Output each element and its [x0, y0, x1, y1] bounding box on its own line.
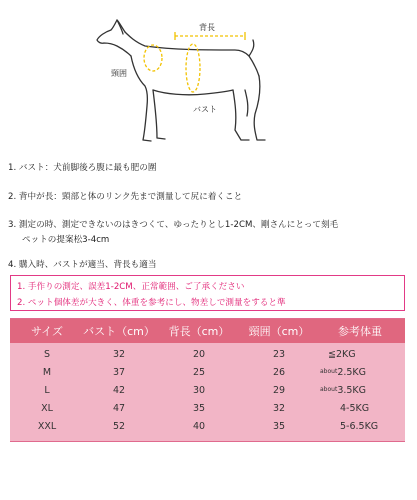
weight-value: ≦2KG [328, 349, 356, 360]
cell-size: XXL [37, 421, 57, 432]
instruction-2: 2. 背中が長：頸部と体のリンク先まで測量して尻に着くこと [8, 192, 243, 202]
table-header-row [10, 319, 405, 343]
cell-size: XL [41, 403, 53, 414]
cell-bust: 52 [112, 421, 126, 432]
header-bust: バスト（cm） [83, 325, 155, 338]
cell-back: 25 [192, 367, 206, 378]
instruction-3: 3. 測定の時、測定できないのはきつくて、ゆったりとし1-2CM、剛さんにとって刻毛 [8, 220, 339, 230]
cell-weight [340, 403, 369, 414]
cell-bust: 37 [112, 367, 126, 378]
cell-neck: 29 [272, 385, 286, 396]
cell-size: S [43, 349, 51, 360]
cell-bust: 32 [112, 349, 126, 360]
neck-label: 頸囲 [111, 69, 127, 78]
header-back: 背長（cm） [168, 325, 230, 338]
instruction-3-continued: ペットの提案松3-4cm [22, 235, 110, 245]
cell-weight [320, 367, 366, 378]
cell-bust: 47 [112, 403, 126, 414]
instruction-4: 4. 購入時、バストが適当、背長も適当 [8, 260, 157, 270]
cell-neck: 23 [272, 349, 286, 360]
size-table [10, 318, 405, 442]
cell-back: 35 [192, 403, 206, 414]
dog-silhouette [97, 20, 265, 141]
cell-weight [328, 349, 356, 360]
notice-line-1: 1. 手作りの測定、誤差1-2CM、正常範囲、ご了承ください [17, 282, 245, 292]
cell-neck: 26 [272, 367, 286, 378]
cell-weight [340, 421, 378, 432]
instruction-1: 1. バスト：犬前脚後ろ腹に最も肥の圍 [8, 163, 157, 173]
cell-back: 40 [192, 421, 206, 432]
cell-neck: 32 [272, 403, 286, 414]
cell-bust: 42 [112, 385, 126, 396]
measure-lines [144, 32, 245, 92]
weight-value: 4-5KG [340, 403, 370, 414]
cell-neck: 35 [272, 421, 286, 432]
weight-value: 3.5KG [337, 385, 367, 396]
weight-value: 2.5KG [337, 367, 367, 378]
weight-prefix: about [320, 386, 338, 393]
header-neck: 頸囲（cm） [248, 325, 310, 338]
notice-box [10, 275, 405, 311]
cell-back: 20 [192, 349, 206, 360]
chest-label: バスト [193, 105, 217, 114]
cell-size: L [44, 385, 50, 396]
header-size: サイズ [30, 325, 64, 338]
back-label: 背長 [199, 23, 215, 32]
cell-weight [320, 385, 366, 396]
cell-back: 30 [192, 385, 206, 396]
dog-measurement-diagram [95, 6, 325, 154]
notice-line-2: 2. ペット個体差が大きく、体重を参考にし、物差しで測量をすると準 [17, 298, 286, 308]
header-weight: 参考体重 [338, 325, 382, 338]
weight-prefix: about [320, 368, 338, 375]
weight-value: 5-6.5KG [340, 421, 379, 432]
cell-size: M [42, 367, 52, 378]
